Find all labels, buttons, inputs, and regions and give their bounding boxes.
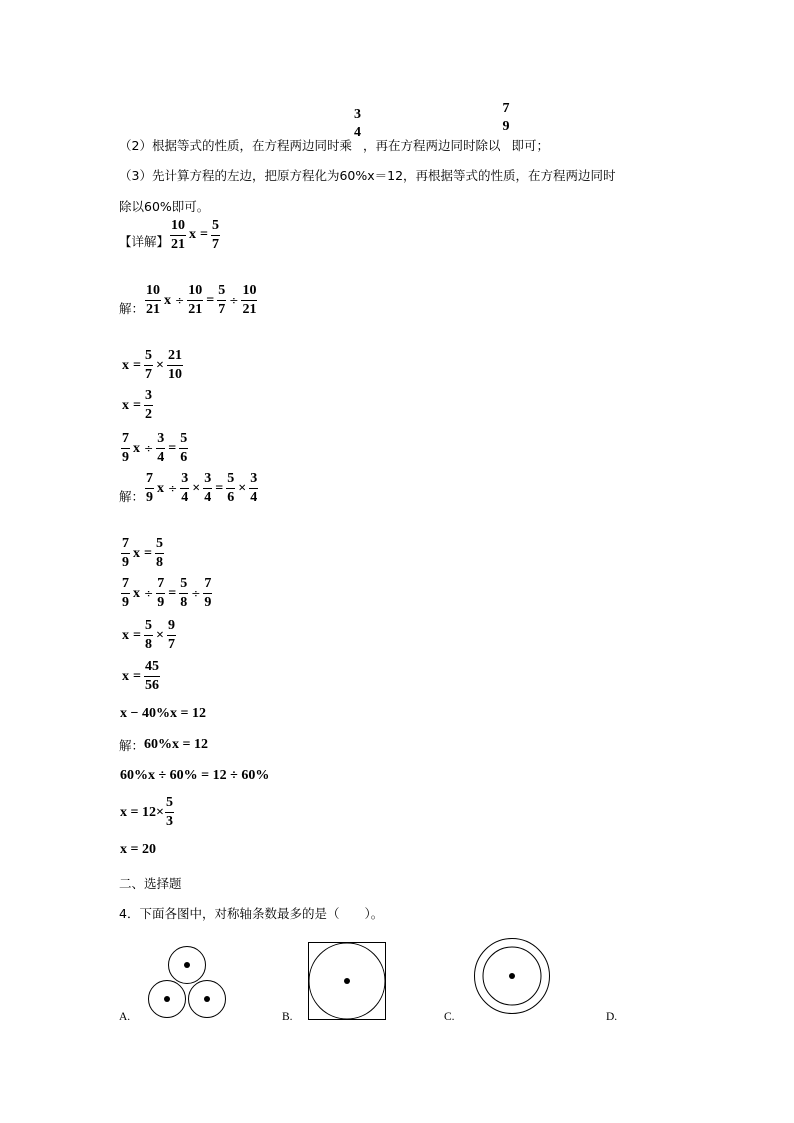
section-heading: 二、选择题 [119,876,182,891]
fraction: $\frac{5}{3}$ [165,795,173,829]
equation-3-step-1 [119,736,208,754]
question-4: 4．下面各图中，对称轴条数最多的是（ ）。 [119,906,384,921]
fraction: $\frac{3}{4}$ [157,431,165,465]
detail-label: 【详解】 [119,234,170,249]
fraction: $\frac{7}{9}$ [122,576,129,610]
method-line-2 [119,101,549,160]
fraction: $\frac{3}{4}$ [204,471,212,505]
fraction: $\frac{5}{7}$ [212,217,219,252]
equation-3-answer: x = 20 [120,842,156,857]
fraction: $\frac{10}{21}$ [242,283,257,317]
fraction: $\frac{7}{9}$ [146,471,154,505]
equation-3-step-3 [120,796,175,829]
fraction: $\frac{10}{21}$ [171,217,186,252]
fraction: $\frac{7}{9}$ [157,576,165,610]
fraction: 7 9 [502,101,510,134]
fraction: $\frac{3}{4}$ [181,471,189,505]
equation-1-step-2: x = $\frac{5}{7}$ × $\frac{21}{10}$ [122,348,182,382]
fraction: $\frac{5}{6}$ [227,471,235,505]
fraction: $\frac{7}{9}$ [204,576,212,610]
fraction: $\frac{21}{10}$ [167,348,182,382]
fraction: $\frac{7}{9}$ [122,536,129,570]
equation-text: x = 12× [120,804,164,820]
solve-label: 解： [119,489,145,504]
option-c-label: C. [444,1011,455,1023]
option-a-label: A. [119,1011,131,1023]
equation-2-answer: x = $\frac{45}{56}$ [122,659,159,693]
equation-2: $\frac{7}{9}$ x ÷ $\frac{3}{4}$ = $\frac{5}{6}$ [122,431,188,465]
fraction: $\frac{3}{2}$ [144,388,152,422]
option-d-label: D. [606,1011,618,1023]
figure-c-concentric-circles [470,934,554,1018]
fraction: $\frac{5}{7}$ [218,283,226,317]
figure-a-three-circles [140,938,240,1028]
equation-3-step-2: 60%x ÷ 60% = 12 ÷ 60% [120,768,270,783]
fraction: $\frac{5}{8}$ [180,576,188,610]
fraction: $\frac{9}{7}$ [167,618,175,652]
text: 即可； [511,138,549,153]
equation-2-step-2: $\frac{7}{9}$ x = $\frac{5}{8}$ [122,536,163,570]
equation-3: x − 40%x = 12 [120,706,206,721]
text: ，再在方程两边同时除以 [362,138,501,153]
fraction: 3 4 [353,107,361,140]
method-line-3b: 除以60%即可。 [119,199,210,214]
figure-b-circle-in-square [304,938,390,1024]
fraction: $\frac{10}{21}$ [146,283,161,317]
text: （2）根据等式的性质，在方程两边同时乘 [119,138,352,153]
fraction: $\frac{5}{8}$ [155,536,163,570]
fraction: $\frac{5}{7}$ [144,348,152,382]
equation-2-step-4: x = $\frac{5}{8}$ × $\frac{9}{7}$ [122,618,175,652]
equation-2-step-1: 解： $\frac{7}{9}$ x ÷ $\frac{3}{4}$ × $\frac{3}{4}$ = $\frac{5}{6}$ × $\frac{3}{4}$ [119,471,258,505]
fraction: $\frac{5}{6}$ [180,431,188,465]
fraction: $\frac{10}{21}$ [188,283,203,317]
option-b-label: B. [282,1011,293,1023]
fraction: $\frac{5}{8}$ [144,618,152,652]
solve-label: 解： [119,738,145,753]
method-line-3a: （3）先计算方程的左边，把原方程化为60%x＝12，再根据等式的性质，在方程两边同时 [119,168,616,183]
equation-1: 【详解】 $\frac{10}{21}$ x = $\frac{5}{7}$ [119,217,219,252]
fraction: $\frac{45}{56}$ [144,659,159,693]
fraction: $\frac{7}{9}$ [122,431,129,465]
equation-text: 60%x = 12 [144,737,208,752]
equation-1-step-1: 解： $\frac{10}{21}$ x ÷ $\frac{10}{21}$ = $\frac{5}{7}$ ÷ $\frac{10}{21}$ [119,283,257,317]
fraction: $\frac{3}{4}$ [250,471,258,505]
equation-2-step-3: $\frac{7}{9}$ x ÷ $\frac{7}{9}$ = $\frac{5}{8}$ ÷ $\frac{7}{9}$ [122,576,212,610]
equation-1-answer: x = $\frac{3}{2}$ [122,388,152,422]
solve-label: 解： [119,301,145,316]
